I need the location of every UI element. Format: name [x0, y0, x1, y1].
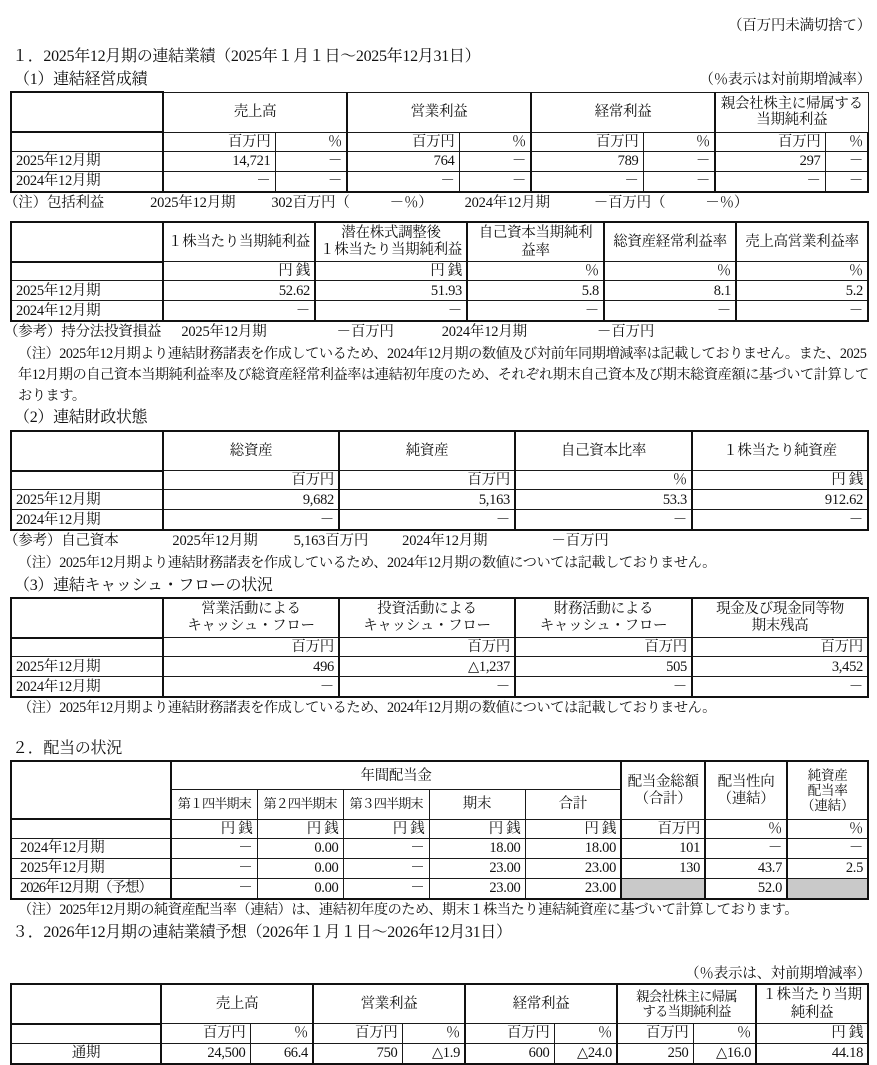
cell-cf-fin-2025: 505: [515, 657, 692, 677]
header-eps: １株当たり当期純利益: [163, 222, 315, 262]
cell-op-forecast: 750: [313, 1043, 402, 1064]
header-total-assets: 総資産: [163, 431, 339, 471]
row-label-fy2025: 2025年12月期: [11, 281, 163, 301]
header-bps: １株当たり純資産: [692, 431, 868, 471]
unit-row-label: [11, 471, 163, 490]
unit-row-label: [11, 132, 163, 151]
header-q3: 第３四半期末: [343, 790, 429, 820]
cell-cf-inv-2024: －: [339, 677, 515, 698]
table-row: [11, 490, 868, 510]
table-row: [11, 281, 868, 301]
eq-period2: 2024年12月期: [402, 533, 488, 550]
cell-q1-2025: －: [171, 858, 257, 878]
note3-text: 2025年12月期より連結財務諸表を作成しているため、2024年12月期の数値については記載しておりません。: [59, 700, 716, 717]
unit-cf-inv: 百万円: [339, 638, 515, 657]
cell-eps-2024: －: [163, 301, 315, 322]
unit-sales-pct: ％: [275, 132, 347, 151]
row-label-fy2025: 2025年12月期: [11, 152, 163, 172]
unit-row: [11, 819, 868, 838]
header-q4: 期末: [429, 790, 525, 820]
cell-eps-2025: 52.62: [163, 281, 315, 301]
unit-total-assets: 百万円: [163, 471, 339, 490]
cell-dividend-total-2026: [621, 878, 705, 899]
table-row: [11, 677, 868, 698]
ci-pct1: －％）: [389, 195, 433, 211]
cell-op-2024: －: [347, 172, 459, 193]
header-equity-ratio: 自己資本比率: [515, 431, 692, 471]
cell-ord-forecast: 600: [465, 1043, 554, 1064]
unit-eps: 円 銭: [756, 1024, 868, 1043]
table-row: [11, 657, 868, 677]
cell-doe-2026: [787, 878, 868, 899]
table-row: [11, 1043, 868, 1064]
header-q2: 第２四半期末: [257, 790, 343, 820]
cell-total-2026: 23.00: [525, 878, 621, 899]
header-investing-cf: 投資活動による キャッシュ・フロー: [339, 598, 515, 638]
eq-value1: 5,163百万円: [293, 533, 369, 550]
section1-sub3-heading: （3）連結キャッシュ・フローの状況: [14, 576, 273, 594]
cell-q3-2024: －: [343, 838, 429, 858]
unit-diluted-eps: 円 銭: [315, 262, 467, 281]
cell-net-2025: 297: [715, 152, 825, 172]
cell-cash-end-2024: －: [692, 677, 868, 698]
header-ordinary-income: 経常利益: [531, 92, 715, 132]
ci-period1: 2025年12月期: [150, 195, 236, 211]
cell-total-assets-2025: 9,682: [163, 490, 339, 510]
cell-net-pct-2025: －: [825, 152, 868, 172]
section2-note-text: 2025年12月期の純資産配当率（連結）は、連結初年度のため、期末１株当たり連結純資産に基づいて計算しております。: [59, 901, 798, 918]
unit-bps: 円 銭: [692, 471, 868, 490]
header-roa: 総資産経常利益率: [604, 222, 736, 262]
cell-equity-ratio-2025: 53.3: [515, 490, 692, 510]
table-row: [11, 172, 868, 193]
ci-value1: 302百万円（: [271, 195, 350, 211]
header-ordinary-income: 経常利益: [465, 984, 617, 1024]
cell-q1-2026: －: [171, 878, 257, 899]
header-eps: １株当たり当期純利益: [756, 984, 868, 1024]
unit-ord-pct: ％: [643, 132, 715, 151]
header-dividend-total: 配当金総額 （合計）: [621, 761, 705, 819]
header-operating-cf: 営業活動による キャッシュ・フロー: [163, 598, 339, 638]
cell-net-assets-2025: 5,163: [339, 490, 515, 510]
cell-net-pct-forecast: △16.0: [693, 1043, 756, 1064]
cell-q1-2024: －: [171, 838, 257, 858]
unit-ord-money: 百万円: [531, 132, 643, 151]
cell-payout-2025: 43.7: [705, 858, 787, 878]
dividend-header-row-1: [11, 761, 868, 789]
cell-cf-op-2025: 496: [163, 657, 339, 677]
unit-payout: ％: [705, 819, 787, 838]
section1-note2: [0, 553, 877, 574]
row-label-fy2026-forecast: 2026年12月期（予想）: [11, 878, 171, 899]
row-label-full-year: 通期: [11, 1043, 161, 1064]
ci-prefix: （注）包括利益: [4, 195, 105, 211]
header-cash-end: 現金及び現金同等物 期末残高: [692, 598, 868, 638]
em-period2: 2024年12月期: [441, 324, 527, 341]
cell-ord-2024: －: [531, 172, 643, 193]
header-net-income: 親会社株主に帰属 する当期純利益: [617, 984, 756, 1024]
row-label-fy2024: 2024年12月期: [11, 172, 163, 193]
cell-q2-2025: 0.00: [257, 858, 343, 878]
unit-eps: 円 銭: [163, 262, 315, 281]
cell-doe-2025: 2.5: [787, 858, 868, 878]
cell-op-pct-2024: －: [459, 172, 531, 193]
unit-op-pct: ％: [459, 132, 531, 151]
header-q1: 第１四半期末: [171, 790, 257, 820]
section2-heading: ２．配当の状況: [12, 740, 122, 758]
cell-q2-2024: 0.00: [257, 838, 343, 858]
cell-sales-forecast: 24,500: [161, 1043, 250, 1064]
unit-q2: 円 銭: [257, 819, 343, 838]
cell-dividend-total-2025: 130: [621, 858, 705, 878]
corner-cell: [11, 984, 161, 1024]
unit-q4: 円 銭: [429, 819, 525, 838]
note2-text: 2025年12月期より連結財務諸表を作成しているため、2024年12月期の数値については記載しておりません。: [59, 554, 716, 571]
corner-cell: [11, 92, 163, 132]
comprehensive-income-line: [0, 193, 877, 215]
cell-roe-2024: －: [467, 301, 604, 322]
unit-op-pct: ％: [402, 1024, 465, 1043]
cell-total-2024: 18.00: [525, 838, 621, 858]
section1-pct-note: （％表示は対前期増減率）: [699, 72, 871, 89]
cell-payout-2024: －: [705, 838, 787, 858]
section1-note3: [0, 698, 877, 719]
table-row-forecast: [11, 878, 868, 899]
section3-pct-note: （％表示は、対前期増減率）: [685, 965, 871, 982]
unit-q3: 円 銭: [343, 819, 429, 838]
unit-ord-pct: ％: [554, 1024, 617, 1043]
header-annual-dividend: 年間配当金: [171, 761, 621, 789]
unit-cf-op: 百万円: [163, 638, 339, 657]
cell-ord-pct-forecast: △24.0: [554, 1043, 617, 1064]
section2-note: [0, 900, 877, 921]
em-value1: －百万円: [336, 324, 394, 341]
ci-period2: 2024年12月期: [464, 195, 550, 211]
cell-cf-fin-2024: －: [515, 677, 692, 698]
corner-cell: [11, 431, 163, 471]
unit-cash-end: 百万円: [692, 638, 868, 657]
unit-cf-fin: 百万円: [515, 638, 692, 657]
cell-roa-2025: 8.1: [604, 281, 736, 301]
section2-note-label: （注）: [18, 901, 60, 918]
unit-q1: 円 銭: [171, 819, 257, 838]
cell-total-assets-2024: －: [163, 510, 339, 531]
header-net-income: 親会社株主に帰属する 当期純利益: [715, 92, 868, 132]
header-sales: 売上高: [161, 984, 313, 1024]
cell-bps-2024: －: [692, 510, 868, 531]
unit-row-label: [11, 1024, 161, 1043]
note3-label: （注）: [18, 700, 60, 717]
cell-ord-2025: 789: [531, 152, 643, 172]
cell-sales-pct-2025: －: [275, 152, 347, 172]
unit-total: 円 銭: [525, 819, 621, 838]
corner-cell: [11, 598, 163, 638]
section1-note1: [0, 344, 877, 406]
cell-cf-op-2024: －: [163, 677, 339, 698]
unit-row: [11, 638, 868, 657]
cell-net-forecast: 250: [617, 1043, 693, 1064]
cell-roe-2025: 5.8: [467, 281, 604, 301]
cell-cf-inv-2025: △1,237: [339, 657, 515, 677]
eq-prefix: （参考）自己資本: [4, 533, 119, 550]
cell-sales-pct-2024: －: [275, 172, 347, 193]
financial-position-table: [10, 430, 869, 532]
cell-roa-2024: －: [604, 301, 736, 322]
row-label-fy2024: 2024年12月期: [11, 510, 163, 531]
eq-period1: 2025年12月期: [172, 533, 258, 550]
table-row: [11, 838, 868, 858]
unit-doe: ％: [787, 819, 868, 838]
cell-dividend-total-2024: 101: [621, 838, 705, 858]
unit-sales-money: 百万円: [163, 132, 275, 151]
equity-method-line: [0, 322, 877, 344]
unit-op-money: 百万円: [313, 1024, 402, 1043]
unit-dividend-total: 百万円: [621, 819, 705, 838]
corner-cell: [11, 222, 163, 262]
table-row: [11, 301, 868, 322]
row-label-fy2024: 2024年12月期: [11, 838, 171, 858]
unit-row-label: [11, 819, 171, 838]
cell-op-2025: 764: [347, 152, 459, 172]
unit-roa: ％: [604, 262, 736, 281]
unit-equity-ratio: ％: [515, 471, 692, 490]
unit-roe: ％: [467, 262, 604, 281]
section1-sub1-heading: （1）連結経営成績: [14, 71, 148, 89]
header-roe: 自己資本当期純利益率: [467, 222, 604, 262]
cell-diluted-eps-2024: －: [315, 301, 467, 322]
cell-equity-ratio-2024: －: [515, 510, 692, 531]
unit-opm: ％: [736, 262, 868, 281]
cell-ord-pct-2024: －: [643, 172, 715, 193]
cell-sales-2024: －: [163, 172, 275, 193]
header-operating-margin: 売上高営業利益率: [736, 222, 868, 262]
cell-net-assets-2024: －: [339, 510, 515, 531]
unit-row-label: [11, 638, 163, 657]
cell-cash-end-2025: 3,452: [692, 657, 868, 677]
cell-net-2024: －: [715, 172, 825, 193]
cell-q2-2026: 0.00: [257, 878, 343, 899]
unit-op-money: 百万円: [347, 132, 459, 151]
cell-payout-2026: 52.0: [705, 878, 787, 899]
cell-net-pct-2024: －: [825, 172, 868, 193]
row-label-fy2024: 2024年12月期: [11, 677, 163, 698]
rounding-note: （百万円未満切捨て）: [728, 18, 871, 34]
header-financing-cf: 財務活動による キャッシュ・フロー: [515, 598, 692, 638]
header-sales: 売上高: [163, 92, 347, 132]
cash-flow-table: [10, 597, 869, 699]
cell-q4-2025: 23.00: [429, 858, 525, 878]
em-period1: 2025年12月期: [181, 324, 267, 341]
ci-value2: －百万円（: [593, 195, 666, 211]
cell-diluted-eps-2025: 51.93: [315, 281, 467, 301]
spacer-a: [0, 35, 877, 45]
corner-cell: [11, 761, 171, 819]
per-share-ratios-table: [10, 221, 869, 323]
unit-sales-pct: ％: [250, 1024, 313, 1043]
cell-opm-2025: 5.2: [736, 281, 868, 301]
header-payout-ratio: 配当性向 （連結）: [705, 761, 787, 819]
table-row: [11, 152, 868, 172]
table-row: [11, 510, 868, 531]
ci-pct2: －％）: [705, 195, 749, 211]
table-header-row: [11, 222, 868, 262]
table-header-row: [11, 431, 868, 471]
section1-sub2-heading: （2）連結財政状態: [14, 409, 148, 427]
unit-row: [11, 471, 868, 490]
cell-op-pct-forecast: △1.9: [402, 1043, 465, 1064]
dividend-table: [10, 760, 869, 900]
cell-op-pct-2025: －: [459, 152, 531, 172]
table-header-row: [11, 984, 868, 1024]
unit-row: [11, 1024, 868, 1043]
header-operating-income: 営業利益: [313, 984, 465, 1024]
note1-label: （注）: [18, 346, 60, 363]
cell-sales-2025: 14,721: [163, 152, 275, 172]
em-value2: －百万円: [596, 324, 655, 341]
table-header-row: [11, 598, 868, 638]
section1-heading: １．2025年12月期の連結業績（2025年１月１日～2025年12月31日）: [12, 48, 481, 65]
unit-net-pct: ％: [693, 1024, 756, 1043]
header-total: 合計: [525, 790, 621, 820]
em-prefix: （参考）持分法投資損益: [4, 324, 162, 341]
cell-opm-2024: －: [736, 301, 868, 322]
unit-ord-money: 百万円: [465, 1024, 554, 1043]
note1-text: 2025年12月期より連結財務諸表を作成しているため、2024年12月期の数値及び対前年同期増減率は記載しておりません。また、2025年12月期の自己資本当期純利益率及び総資産経常利益率は連結初年度のため、それぞれ期末自己資本及び期末総資産額に基づいて計算しております。: [18, 346, 869, 404]
cell-sales-pct-forecast: 66.4: [250, 1043, 313, 1064]
unit-net-pct: ％: [825, 132, 868, 151]
header-dividend-on-equity: 純資産 配当率 （連結）: [787, 761, 868, 819]
cell-ord-pct-2025: －: [643, 152, 715, 172]
unit-row: [11, 262, 868, 281]
header-net-assets: 純資産: [339, 431, 515, 471]
unit-net-money: 百万円: [715, 132, 825, 151]
consolidated-results-table: [10, 91, 869, 193]
eq-value2: －百万円: [551, 533, 609, 550]
table-row: [11, 858, 868, 878]
equity-reference-line: [0, 531, 877, 553]
cell-q3-2025: －: [343, 858, 429, 878]
top-spacer: [0, 0, 877, 14]
cell-doe-2024: －: [787, 838, 868, 858]
unit-row-label: [11, 262, 163, 281]
unit-net-money: 百万円: [617, 1024, 693, 1043]
cell-total-2025: 23.00: [525, 858, 621, 878]
note2-label: （注）: [18, 554, 60, 571]
table-header-row: [11, 92, 868, 132]
spacer-d: [0, 944, 877, 962]
cell-bps-2025: 912.62: [692, 490, 868, 510]
row-label-fy2024: 2024年12月期: [11, 301, 163, 322]
header-operating-income: 営業利益: [347, 92, 531, 132]
unit-sales-money: 百万円: [161, 1024, 250, 1043]
row-label-fy2025: 2025年12月期: [11, 490, 163, 510]
spacer-c: [0, 719, 877, 737]
cell-q4-2026: 23.00: [429, 878, 525, 899]
header-diluted-eps: 潜在株式調整後 １株当たり当期純利益: [315, 222, 467, 262]
cell-q4-2024: 18.00: [429, 838, 525, 858]
section3-heading: ３．2026年12月期の連結業績予想（2026年１月１日～2026年12月31日）: [12, 923, 512, 941]
row-label-fy2025: 2025年12月期: [11, 858, 171, 878]
unit-row: [11, 132, 868, 151]
unit-net-assets: 百万円: [339, 471, 515, 490]
row-label-fy2025: 2025年12月期: [11, 657, 163, 677]
cell-eps-forecast: 44.18: [756, 1043, 868, 1064]
cell-q3-2026: －: [343, 878, 429, 899]
